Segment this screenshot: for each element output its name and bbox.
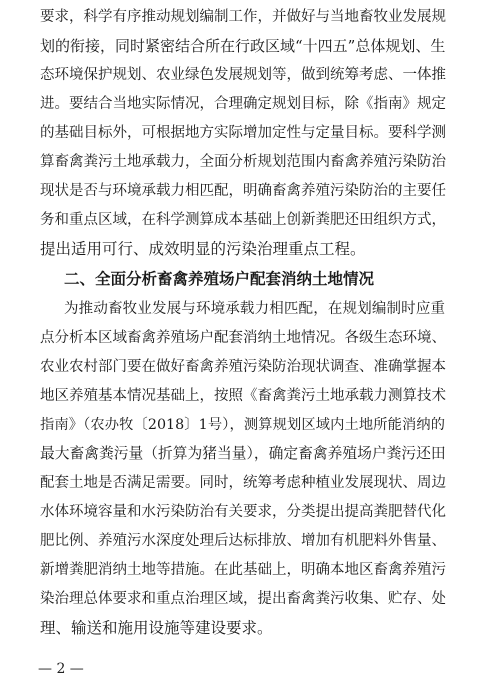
paragraph-2-line: 肥比例、养殖污水深度处理后达标排放、增加有机肥料外售量、 (40, 533, 446, 549)
paragraph-2-line: 为推动畜牧业发展与环境承载力相匹配，在规划编制时应重 (64, 301, 445, 317)
page-number: — 2 — (38, 661, 84, 677)
paragraph-2-line: 指南》（农办牧〔2018〕1号），测算规划区域内土地所能消纳的 (40, 417, 445, 433)
paragraph-2-line: 配套土地是否满足需要。同时，统筹考虑种植业发展现状、周边 (40, 475, 446, 491)
paragraph-2-line: 地区养殖基本情况基础上，按照《畜禽粪污土地承载力测算技术 (40, 388, 446, 404)
paragraph-1-line: 务和重点区域，在科学测算成本基础上创新粪肥还田组织方式， (40, 212, 446, 228)
paragraph-1-line: 进。要结合当地实际情况，合理确定规划目标，除《指南》规定 (40, 96, 446, 112)
paragraph-1-line: 态环境保护规划、农业绿色发展规划等，做到统筹考虑、一体推 (40, 67, 446, 83)
paragraph-2-line: 新增粪肥消纳土地等措施。在此基础上，明确本地区畜禽养殖污 (40, 562, 446, 578)
paragraph-1-line: 现状是否与环境承载力相匹配，明确畜禽养殖污染防治的主要任 (40, 183, 446, 199)
paragraph-1-line: 算畜禽粪污土地承载力，全面分析规划范围内畜禽养殖污染防治 (40, 154, 446, 170)
paragraph-2-line: 农业农村部门要在做好畜禽养殖污染防治现状调查、准确掌握本 (40, 359, 446, 375)
paragraph-2-line: 水体环境容量和水污染防治有关要求，分类提出提高粪肥替代化 (40, 504, 446, 520)
paragraph-1-line: 要求，科学有序推动规划编制工作，并做好与当地畜牧业发展规 (40, 9, 446, 25)
paragraph-2-line: 点分析本区域畜禽养殖场户配套消纳土地情况。各级生态环境、 (40, 330, 446, 346)
paragraph-1-line: 划的衔接，同时紧密结合所在行政区域“十四五”总体规划、生 (40, 37, 446, 55)
paragraph-2-line: 理、输送和施用设施等建设要求。 (40, 619, 273, 637)
paragraph-2-line: 染治理总体要求和重点治理区域，提出畜禽粪污收集、贮存、处 (40, 591, 446, 607)
paragraph-1-line: 的基础目标外，可根据地方实际增加定性与定量目标。要科学测 (40, 125, 446, 141)
paragraph-1-line: 提出适用可行、成效明显的污染治理重点工程。 (40, 240, 366, 258)
paragraph-2-line: 最大畜禽粪污量（折算为猪当量），确定畜禽养殖场户粪污还田 (40, 445, 446, 462)
section-heading: 二、全面分析畜禽养殖场户配套消纳土地情况 (64, 270, 375, 288)
